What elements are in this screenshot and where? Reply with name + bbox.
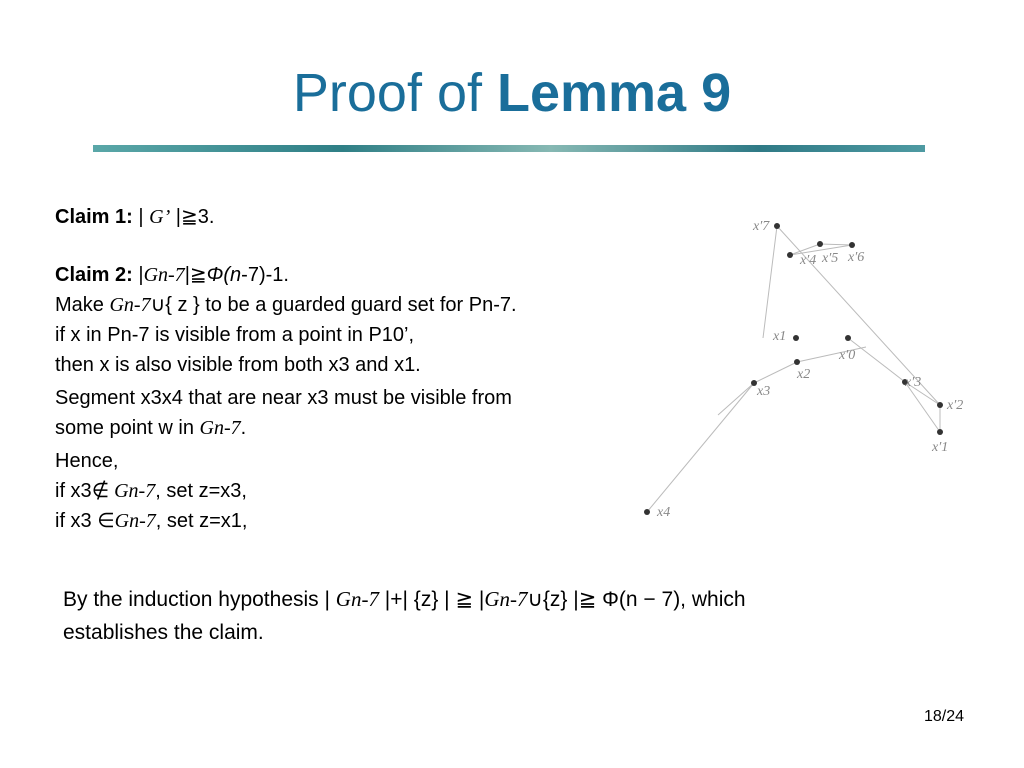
vertex-x5p <box>817 241 823 247</box>
vertex-x0p <box>845 335 851 341</box>
label-x3: x3 <box>757 384 771 399</box>
hence-line: Hence, <box>55 450 119 472</box>
conclusion-paragraph <box>63 583 923 649</box>
if-not-operator: ∉ <box>91 480 110 502</box>
then-visible-line: then x is also visible from both x3 and x1. <box>55 354 421 376</box>
if-in-operator: ∈ <box>97 510 115 532</box>
claim1-pre: | <box>132 206 150 228</box>
label-x4: x4 <box>657 505 671 520</box>
if-not-post: , set z=x3, <box>155 480 247 502</box>
conclusion-symbol-1: Gn-7 <box>335 587 379 611</box>
if-in-symbol: Gn-7 <box>114 510 156 532</box>
page-number: 18/24 <box>923 708 964 725</box>
conclusion-part-1: By the induction hypothesis | <box>63 588 336 611</box>
vertex-x1 <box>793 335 799 341</box>
diagram-edges <box>647 226 940 512</box>
vertex-x6p <box>849 242 855 248</box>
claim1-symbol: G’ <box>149 206 171 228</box>
title-regular: Proof of <box>292 63 482 123</box>
if-in-line <box>55 506 248 536</box>
edge-x3-x4 <box>647 383 754 512</box>
diagram-labels <box>656 219 963 520</box>
conclusion-symbol-2: Gn-7 <box>484 587 528 611</box>
vertex-x4p <box>787 252 793 258</box>
conclusion-line-2: establishes the claim. <box>63 621 264 644</box>
claim1-label: Claim 1: <box>55 206 133 228</box>
slide-title <box>0 62 1024 124</box>
label-x7p: x′7 <box>753 219 770 234</box>
claim2-line <box>55 260 289 290</box>
label-x6p: x′6 <box>848 250 865 265</box>
edge-x2-x0p <box>797 347 866 362</box>
vertex-x7p <box>774 223 780 229</box>
title-divider <box>93 145 925 152</box>
conclusion-part-2: |+| {z} | ≧ | <box>378 588 485 611</box>
segment-line: Segment x3x4 that are near x3 must be visible from <box>55 387 512 409</box>
label-x4p: x′4 <box>800 253 817 268</box>
label-x1p: x′1 <box>932 440 949 455</box>
make-pre: Make <box>55 294 110 316</box>
claim2-tail: -7)-1. <box>241 264 289 286</box>
make-line <box>55 290 517 320</box>
edge-x3-x2 <box>754 362 797 383</box>
vertex-x2 <box>794 359 800 365</box>
if-not-symbol: Gn-7 <box>109 480 156 502</box>
conclusion-part-3: ∪{z} |≧ Φ(n − 7), which <box>527 588 746 611</box>
edge-x5p-x6p <box>820 244 852 245</box>
label-x2: x2 <box>797 367 811 382</box>
conclusion-line-1 <box>63 583 923 616</box>
claim2-rest: |≧ <box>184 264 207 286</box>
if-not-line <box>55 476 247 506</box>
polygon-diagram <box>630 200 990 530</box>
claim2-phi: Φ(n <box>206 264 242 286</box>
vertex-x1p <box>937 429 943 435</box>
label-x5p: x′5 <box>822 251 839 266</box>
if-in-pre: if x3 <box>55 510 98 532</box>
label-x0p: x′0 <box>839 348 856 363</box>
edge-x0p-x3p <box>848 338 905 382</box>
edge-x3-stub <box>718 383 754 415</box>
if-visible-line: if x in Pn-7 is visible from a point in P10’, <box>55 324 415 346</box>
some-point-symbol: Gn-7 <box>199 417 241 439</box>
make-post: ∪{ z } to be a guarded guard set for Pn-7. <box>150 294 517 316</box>
claim1-post: |≧3. <box>170 206 215 228</box>
claim2-label: Claim 2: <box>55 264 133 286</box>
claim1-line <box>55 202 214 232</box>
label-x2p: x′2 <box>947 398 964 413</box>
vertex-x2p <box>937 402 943 408</box>
make-symbol: Gn-7 <box>109 294 151 316</box>
if-in-post: , set z=x1, <box>155 510 248 532</box>
diagram-vertices <box>644 223 943 515</box>
if-not-pre: if x3 <box>55 480 92 502</box>
some-point-pre: some point w in <box>55 417 200 439</box>
title-bold: Lemma 9 <box>497 63 732 123</box>
label-x3p: x′3 <box>905 375 922 390</box>
claim2-symbol: Gn-7 <box>143 264 185 286</box>
edge-x7p-x1 <box>763 226 777 338</box>
some-point-line <box>55 413 246 443</box>
some-point-post: . <box>240 417 247 439</box>
label-x1: x1 <box>773 329 787 344</box>
vertex-x4 <box>644 509 650 515</box>
claim2-pre: | <box>132 264 144 286</box>
